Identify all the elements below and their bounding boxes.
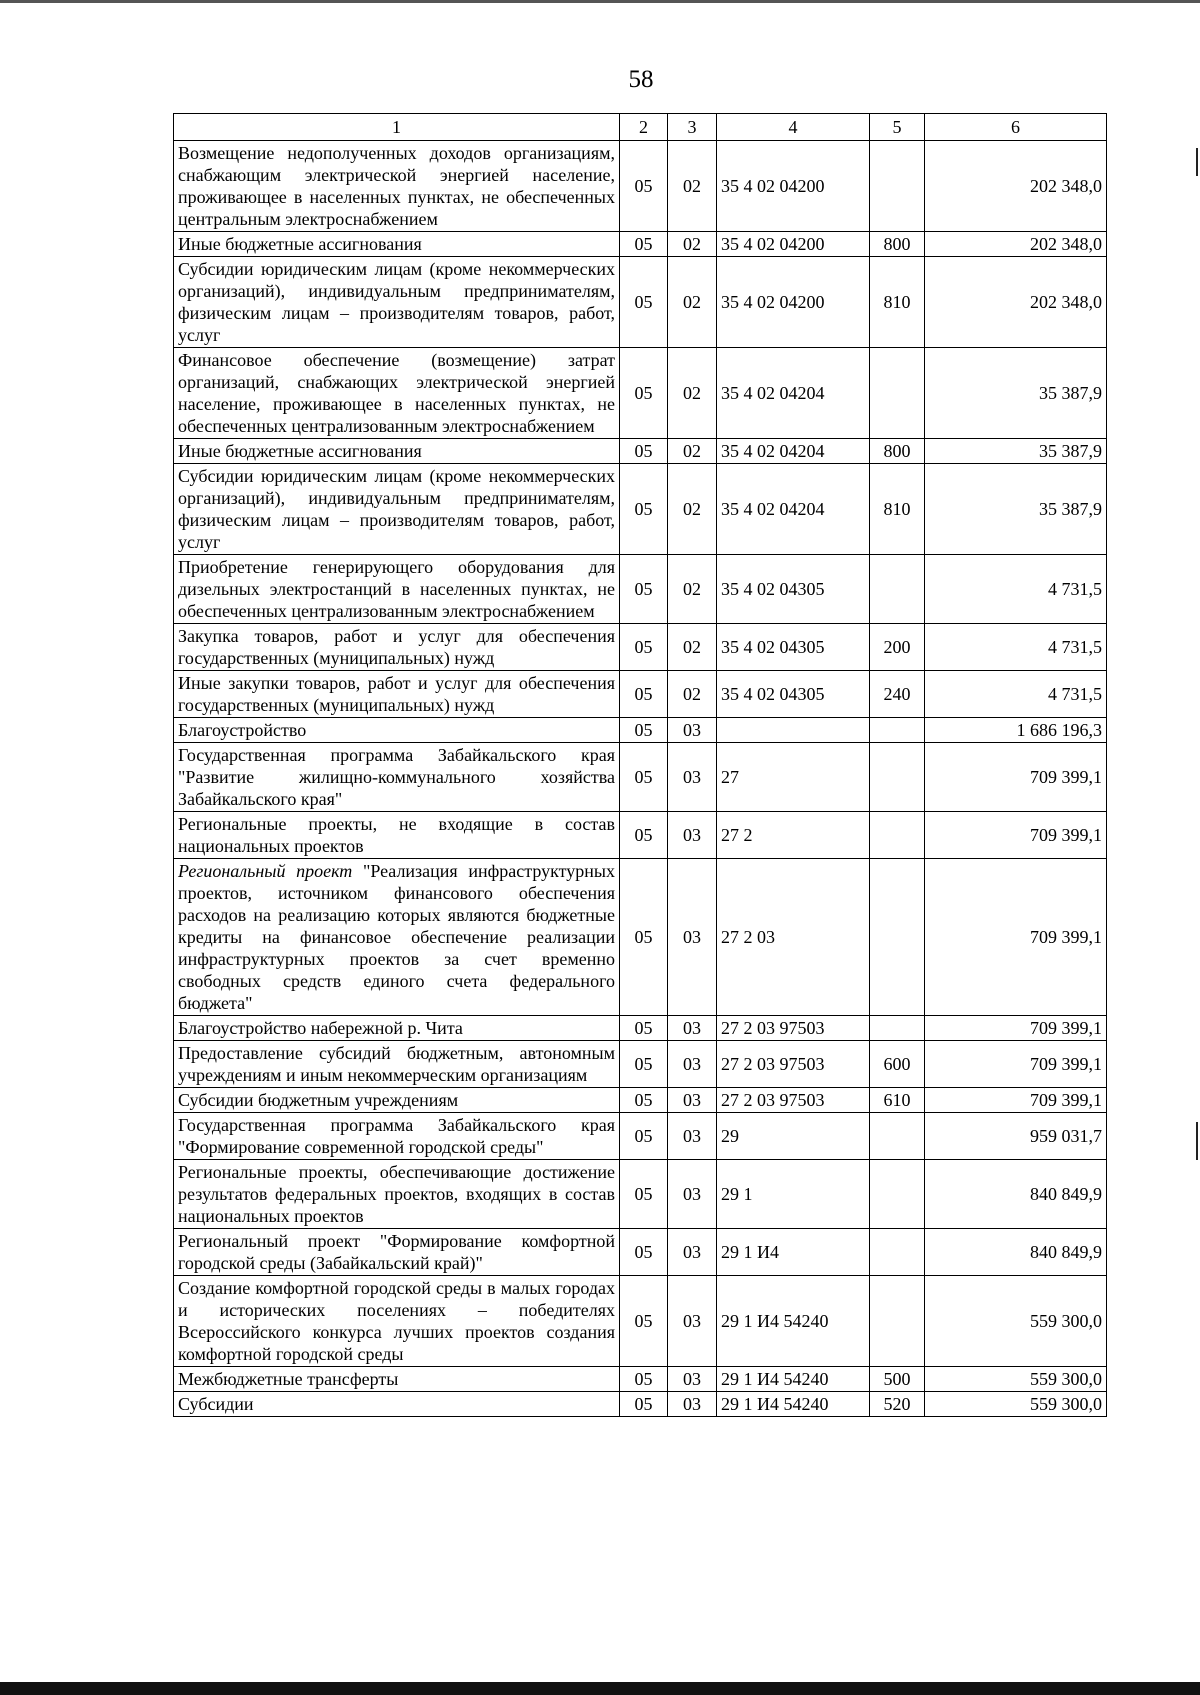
target-article-code: 29 1 И4 [717,1229,870,1276]
target-article-code: 35 4 02 04200 [717,257,870,348]
row-name [174,1041,620,1088]
scan-artifact [1196,1122,1198,1160]
subsection-code: 02 [668,624,717,671]
table-row [174,743,1107,812]
table-row [174,439,1107,464]
table-row [174,1016,1107,1041]
subsection-code: 03 [668,812,717,859]
table-header-row [174,114,1107,141]
row-name-text: Иные бюджетные ассигнования [178,234,422,254]
target-article-code: 29 1 И4 54240 [717,1392,870,1417]
target-article-code: 27 2 03 97503 [717,1088,870,1113]
row-name-text: Субсидии бюджетным учреждениям [178,1090,459,1110]
table-row [174,1229,1107,1276]
subsection-code: 02 [668,464,717,555]
amount: 4 731,5 [925,555,1107,624]
subsection-code: 03 [668,859,717,1016]
table-row [174,232,1107,257]
expense-type-code [870,1276,925,1367]
expense-type-code [870,859,925,1016]
row-name-text: Иные бюджетные ассигнования [178,441,422,461]
target-article-code: 35 4 02 04200 [717,141,870,232]
section-code: 05 [620,555,668,624]
section-code: 05 [620,1367,668,1392]
amount: 959 031,7 [925,1113,1107,1160]
scan-bottom-edge [0,1682,1200,1695]
amount: 709 399,1 [925,1088,1107,1113]
budget-table [173,113,1107,1417]
column-header: 1 [174,114,620,141]
amount: 709 399,1 [925,859,1107,1016]
section-code: 05 [620,1160,668,1229]
table-row [174,671,1107,718]
amount: 709 399,1 [925,1041,1107,1088]
expense-type-code: 810 [870,257,925,348]
target-article-code: 29 1 И4 54240 [717,1367,870,1392]
row-name-text: Иные закупки товаров, работ и услуг для обеспечения государственных (муниципальных) нужд [178,673,615,715]
section-code: 05 [620,1392,668,1417]
section-code: 05 [620,624,668,671]
row-name-text: Субсидии юридическим лицам (кроме некоммерческих организаций), индивидуальным предпринимателям, физическим лицам – производителям товаров, работ, услуг [178,259,615,345]
subsection-code: 03 [668,1229,717,1276]
expense-type-code [870,1160,925,1229]
table-row [174,1392,1107,1417]
amount: 840 849,9 [925,1160,1107,1229]
subsection-code: 03 [668,1276,717,1367]
expense-type-code: 200 [870,624,925,671]
table-row [174,1367,1107,1392]
row-name-text: Государственная программа Забайкальского края "Развитие жилищно-коммунального хозяйства Забайкальского края" [178,745,615,809]
section-code: 05 [620,232,668,257]
column-header: 6 [925,114,1107,141]
target-article-code: 27 [717,743,870,812]
expense-type-code [870,743,925,812]
row-name [174,141,620,232]
expense-type-code: 500 [870,1367,925,1392]
section-code: 05 [620,743,668,812]
amount: 35 387,9 [925,464,1107,555]
expense-type-code: 600 [870,1041,925,1088]
target-article-code: 35 4 02 04204 [717,439,870,464]
target-article-code: 27 2 [717,812,870,859]
target-article-code [717,718,870,743]
section-code: 05 [620,859,668,1016]
amount: 35 387,9 [925,439,1107,464]
row-name [174,1392,620,1417]
amount: 709 399,1 [925,1016,1107,1041]
row-name [174,464,620,555]
subsection-code: 02 [668,232,717,257]
section-code: 05 [620,1113,668,1160]
target-article-code: 35 4 02 04305 [717,671,870,718]
expense-type-code [870,1016,925,1041]
row-name-text: Создание комфортной городской среды в малых городах и исторических поселениях – победителях Всероссийского конкурса лучших проектов создания комфортной городской среды [178,1278,615,1364]
amount: 4 731,5 [925,624,1107,671]
section-code: 05 [620,812,668,859]
subsection-code: 02 [668,141,717,232]
section-code: 05 [620,257,668,348]
target-article-code: 27 2 03 97503 [717,1016,870,1041]
table-row [174,1113,1107,1160]
amount: 709 399,1 [925,743,1107,812]
subsection-code: 03 [668,1367,717,1392]
row-name [174,718,620,743]
row-name-text: Предоставление субсидий бюджетным, автономным учреждениям и иным некоммерческим организациям [178,1043,615,1085]
row-name-text: Государственная программа Забайкальского края "Формирование современной городской среды" [178,1115,615,1157]
section-code: 05 [620,1229,668,1276]
section-code: 05 [620,718,668,743]
row-name [174,1088,620,1113]
expense-type-code [870,812,925,859]
target-article-code: 29 1 И4 54240 [717,1276,870,1367]
amount: 840 849,9 [925,1229,1107,1276]
amount: 559 300,0 [925,1276,1107,1367]
table-row [174,555,1107,624]
row-name-text: Региональный проект "Формирование комфортной городской среды (Забайкальский край)" [178,1231,615,1273]
expense-type-code: 800 [870,439,925,464]
amount: 559 300,0 [925,1367,1107,1392]
row-name [174,232,620,257]
row-name [174,671,620,718]
amount: 559 300,0 [925,1392,1107,1417]
column-header: 5 [870,114,925,141]
amount: 202 348,0 [925,141,1107,232]
row-name [174,1229,620,1276]
subsection-code: 03 [668,1160,717,1229]
row-name [174,1113,620,1160]
row-name-text: Благоустройство набережной р. Чита [178,1018,463,1038]
table-row [174,859,1107,1016]
target-article-code: 35 4 02 04305 [717,555,870,624]
target-article-code: 35 4 02 04204 [717,348,870,439]
row-name-text: Региональные проекты, не входящие в состав национальных проектов [178,814,615,856]
row-name [174,1016,620,1041]
row-name-text: Субсидии [178,1394,254,1414]
expense-type-code [870,718,925,743]
target-article-code: 29 [717,1113,870,1160]
subsection-code: 02 [668,671,717,718]
subsection-code: 02 [668,348,717,439]
expense-type-code: 520 [870,1392,925,1417]
row-name [174,743,620,812]
expense-type-code: 610 [870,1088,925,1113]
table-row [174,141,1107,232]
table-row [174,1088,1107,1113]
row-name-text: Региональные проекты, обеспечивающие достижение результатов федеральных проектов, входящих в состав национальных проектов [178,1162,615,1226]
row-name-emphasis: Региональный проект [178,861,353,881]
subsection-code: 03 [668,743,717,812]
row-name [174,812,620,859]
row-name [174,859,620,1016]
row-name [174,555,620,624]
amount: 709 399,1 [925,812,1107,859]
target-article-code: 27 2 03 [717,859,870,1016]
subsection-code: 02 [668,439,717,464]
row-name-text: Закупка товаров, работ и услуг для обеспечения государственных (муниципальных) нужд [178,626,615,668]
subsection-code: 03 [668,1016,717,1041]
scan-artifact [1196,148,1198,176]
row-name [174,1276,620,1367]
section-code: 05 [620,348,668,439]
section-code: 05 [620,1276,668,1367]
table-row [174,718,1107,743]
table-row [174,464,1107,555]
expense-type-code [870,141,925,232]
scan-top-edge [0,0,1200,3]
amount: 202 348,0 [925,257,1107,348]
section-code: 05 [620,1041,668,1088]
expense-type-code: 800 [870,232,925,257]
row-name-text: Приобретение генерирующего оборудования для дизельных электростанций в населенных пунктах, не обеспеченных централизованным электроснабжением [178,557,615,621]
column-header: 3 [668,114,717,141]
row-name [174,1367,620,1392]
table-row [174,812,1107,859]
subsection-code: 03 [668,1392,717,1417]
subsection-code: 03 [668,1113,717,1160]
expense-type-code: 240 [870,671,925,718]
row-name-text: Возмещение недополученных доходов организациям, снабжающим электрической энергией население, проживающее в населенных пунктах, не обеспеченных центральным электроснабжением [178,143,615,229]
section-code: 05 [620,671,668,718]
subsection-code: 03 [668,1088,717,1113]
section-code: 05 [620,1088,668,1113]
subsection-code: 02 [668,257,717,348]
row-name-text: Финансовое обеспечение (возмещение) затрат организаций, снабжающих электрической энергией население, проживающее в населенных пунктах, не обеспеченных централизованным электроснабжением [178,350,615,436]
column-header: 2 [620,114,668,141]
table-row [174,348,1107,439]
subsection-code: 03 [668,718,717,743]
target-article-code: 27 2 03 97503 [717,1041,870,1088]
section-code: 05 [620,141,668,232]
target-article-code: 35 4 02 04204 [717,464,870,555]
table-row [174,1041,1107,1088]
row-name [174,348,620,439]
row-name [174,257,620,348]
amount: 202 348,0 [925,232,1107,257]
row-name [174,439,620,464]
expense-type-code [870,348,925,439]
expense-type-code [870,1229,925,1276]
section-code: 05 [620,439,668,464]
target-article-code: 29 1 [717,1160,870,1229]
amount: 35 387,9 [925,348,1107,439]
section-code: 05 [620,464,668,555]
row-name-text: Межбюджетные трансферты [178,1369,399,1389]
section-code: 05 [620,1016,668,1041]
table-row [174,257,1107,348]
amount: 4 731,5 [925,671,1107,718]
table-row [174,1276,1107,1367]
expense-type-code [870,1113,925,1160]
expense-type-code [870,555,925,624]
row-name [174,624,620,671]
row-name-text: Субсидии юридическим лицам (кроме некоммерческих организаций), индивидуальным предпринимателям, физическим лицам – производителям товаров, работ, услуг [178,466,615,552]
page-number: 58 [628,66,654,93]
row-name [174,1160,620,1229]
target-article-code: 35 4 02 04200 [717,232,870,257]
subsection-code: 02 [668,555,717,624]
table-row [174,624,1107,671]
row-name-text: Благоустройство [178,720,307,740]
column-header: 4 [717,114,870,141]
subsection-code: 03 [668,1041,717,1088]
target-article-code: 35 4 02 04305 [717,624,870,671]
table-row [174,1160,1107,1229]
expense-type-code: 810 [870,464,925,555]
amount: 1 686 196,3 [925,718,1107,743]
row-name-text: "Реализация инфраструктурных проектов, источником финансового обеспечения расходов на реализацию которых являются бюджетные кредиты на финансовое обеспечение реализации инфраструктурных проектов за счет временно свободных средств единого счета федерального бюджета" [178,861,615,1013]
